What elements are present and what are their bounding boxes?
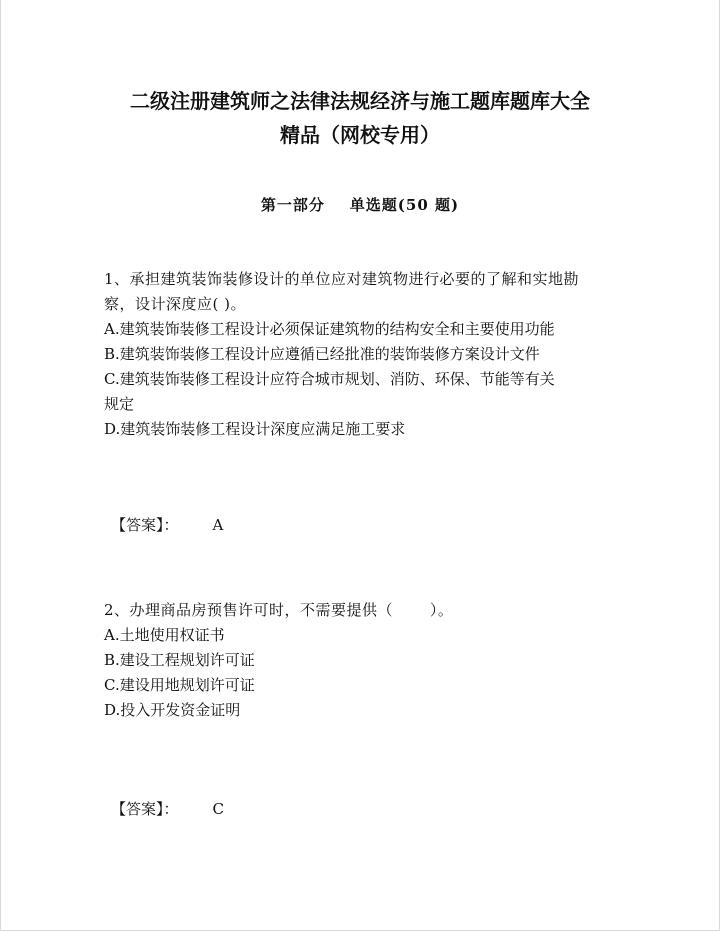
answer-label: 【答案】： <box>111 800 179 818</box>
option-c: C.建筑装饰装修工程设计应符合城市规划、消防、环保、节能等有关 <box>104 370 555 388</box>
answer-value: A <box>212 516 224 534</box>
title-line-1: 二级注册建筑师之法律法规经济与施工题库题库大全 <box>130 89 590 113</box>
title-line-2: 精品（网校专用） <box>280 123 440 147</box>
answer-1 <box>111 513 223 538</box>
option-c-continued: 规定 <box>104 395 135 413</box>
answer-label: 【答案】： <box>111 516 179 534</box>
option-c: C.建设用地规划许可证 <box>104 676 255 694</box>
option-a: A.土地使用权证书 <box>104 626 225 644</box>
section-heading: 第一部分 单选题(50 题) <box>260 196 460 214</box>
option-d: D.投入开发资金证明 <box>104 701 241 719</box>
option-a: A.建筑装饰装修工程设计必须保证建筑物的结构安全和主要使用功能 <box>104 320 555 338</box>
answer-value: C <box>212 800 224 818</box>
question-stem: 2、办理商品房预售许可时，不需要提供（ ）。 <box>104 601 454 619</box>
question-1 <box>104 267 624 442</box>
answer-2 <box>111 797 224 822</box>
document-title <box>60 84 660 152</box>
option-d: D.建筑装饰装修工程设计深度应满足施工要求 <box>104 420 406 438</box>
option-b: B.建设工程规划许可证 <box>104 651 255 669</box>
option-b: B.建筑装饰装修工程设计应遵循已经批准的装饰装修方案设计文件 <box>104 345 540 363</box>
question-stem: 1、承担建筑装饰装修设计的单位应对建筑物进行必要的了解和实地勘 <box>104 270 580 288</box>
question-stem-continued: 察，设计深度应( )。 <box>104 295 246 313</box>
question-2 <box>104 598 624 723</box>
